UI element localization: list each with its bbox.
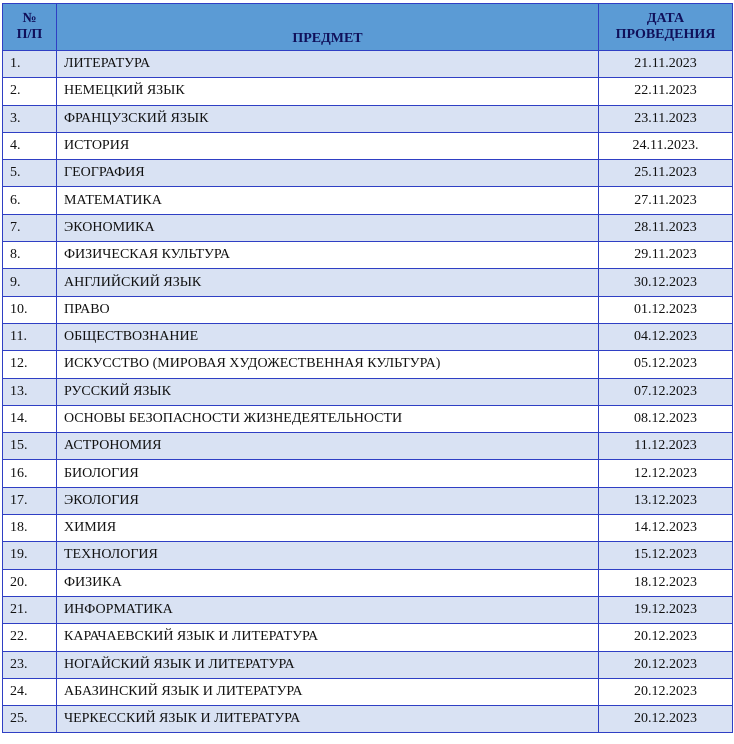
table-row	[3, 651, 733, 678]
row-number: 14.	[3, 405, 57, 432]
row-number: 19.	[3, 542, 57, 569]
table-row	[3, 487, 733, 514]
row-date: 22.11.2023	[599, 78, 733, 105]
row-date: 15.12.2023	[599, 542, 733, 569]
table-row	[3, 624, 733, 651]
table-row	[3, 160, 733, 187]
table-row	[3, 214, 733, 241]
table-row	[3, 269, 733, 296]
row-subject: ФРАНЦУЗСКИЙ ЯЗЫК	[57, 105, 599, 132]
row-number: 10.	[3, 296, 57, 323]
table-row	[3, 596, 733, 623]
schedule-table	[2, 3, 733, 733]
row-date: 04.12.2023	[599, 323, 733, 350]
table-row	[3, 242, 733, 269]
row-subject: ИНФОРМАТИКА	[57, 596, 599, 623]
row-subject: ГЕОГРАФИЯ	[57, 160, 599, 187]
row-subject: ПРАВО	[57, 296, 599, 323]
row-number: 1.	[3, 51, 57, 78]
row-date: 20.12.2023	[599, 706, 733, 733]
header-number	[3, 4, 57, 51]
row-number: 22.	[3, 624, 57, 651]
row-number: 3.	[3, 105, 57, 132]
row-date: 18.12.2023	[599, 569, 733, 596]
header-number-line1: №	[22, 11, 37, 26]
header-row	[3, 4, 733, 51]
table-row	[3, 51, 733, 78]
row-date: 13.12.2023	[599, 487, 733, 514]
row-date: 05.12.2023	[599, 351, 733, 378]
row-number: 8.	[3, 242, 57, 269]
row-number: 13.	[3, 378, 57, 405]
table-row	[3, 706, 733, 733]
header-date-line1: ДАТА	[646, 11, 685, 26]
table-row	[3, 678, 733, 705]
row-date: 14.12.2023	[599, 515, 733, 542]
row-number: 12.	[3, 351, 57, 378]
row-subject: ТЕХНОЛОГИЯ	[57, 542, 599, 569]
row-date: 29.11.2023	[599, 242, 733, 269]
table-row	[3, 187, 733, 214]
table-row	[3, 78, 733, 105]
row-subject: ЧЕРКЕССКИЙ ЯЗЫК И ЛИТЕРАТУРА	[57, 706, 599, 733]
row-number: 25.	[3, 706, 57, 733]
table-row	[3, 323, 733, 350]
table-row	[3, 378, 733, 405]
row-number: 17.	[3, 487, 57, 514]
row-number: 6.	[3, 187, 57, 214]
row-date: 01.12.2023	[599, 296, 733, 323]
row-subject: ИСТОРИЯ	[57, 132, 599, 159]
schedule-table-wrapper	[2, 3, 732, 733]
header-date	[599, 4, 733, 51]
row-subject: ОСНОВЫ БЕЗОПАСНОСТИ ЖИЗНЕДЕЯТЕЛЬНОСТИ	[57, 405, 599, 432]
header-date-line2: ПРОВЕДЕНИЯ	[615, 27, 716, 42]
row-number: 5.	[3, 160, 57, 187]
row-subject: ЛИТЕРАТУРА	[57, 51, 599, 78]
row-number: 15.	[3, 433, 57, 460]
row-subject: НОГАЙСКИЙ ЯЗЫК И ЛИТЕРАТУРА	[57, 651, 599, 678]
row-subject: РУССКИЙ ЯЗЫК	[57, 378, 599, 405]
row-subject: НЕМЕЦКИЙ ЯЗЫК	[57, 78, 599, 105]
table-row	[3, 542, 733, 569]
row-subject: ОБЩЕСТВОЗНАНИЕ	[57, 323, 599, 350]
row-subject: ФИЗИЧЕСКАЯ КУЛЬТУРА	[57, 242, 599, 269]
table-row	[3, 132, 733, 159]
table-row	[3, 296, 733, 323]
row-number: 9.	[3, 269, 57, 296]
header-number-line2: П/П	[16, 27, 43, 42]
row-date: 20.12.2023	[599, 651, 733, 678]
row-date: 20.12.2023	[599, 624, 733, 651]
row-date: 12.12.2023	[599, 460, 733, 487]
row-number: 21.	[3, 596, 57, 623]
row-date: 19.12.2023	[599, 596, 733, 623]
row-date: 21.11.2023	[599, 51, 733, 78]
row-number: 4.	[3, 132, 57, 159]
row-subject: ЭКОЛОГИЯ	[57, 487, 599, 514]
row-date: 30.12.2023	[599, 269, 733, 296]
row-date: 23.11.2023	[599, 105, 733, 132]
row-subject: ХИМИЯ	[57, 515, 599, 542]
table-row	[3, 460, 733, 487]
table-row	[3, 105, 733, 132]
table-row	[3, 569, 733, 596]
row-number: 23.	[3, 651, 57, 678]
row-number: 24.	[3, 678, 57, 705]
row-date: 08.12.2023	[599, 405, 733, 432]
row-date: 07.12.2023	[599, 378, 733, 405]
table-body	[3, 51, 733, 733]
row-subject: ФИЗИКА	[57, 569, 599, 596]
row-subject: ЭКОНОМИКА	[57, 214, 599, 241]
row-number: 16.	[3, 460, 57, 487]
row-number: 7.	[3, 214, 57, 241]
table-row	[3, 405, 733, 432]
row-date: 25.11.2023	[599, 160, 733, 187]
row-subject: МАТЕМАТИКА	[57, 187, 599, 214]
row-subject: АСТРОНОМИЯ	[57, 433, 599, 460]
row-date: 20.12.2023	[599, 678, 733, 705]
row-date: 24.11.2023.	[599, 132, 733, 159]
row-date: 11.12.2023	[599, 433, 733, 460]
row-subject: АНГЛИЙСКИЙ ЯЗЫК	[57, 269, 599, 296]
row-subject: ИСКУССТВО (МИРОВАЯ ХУДОЖЕСТВЕННАЯ КУЛЬТУРА)	[57, 351, 599, 378]
header-subject: ПРЕДМЕТ	[57, 4, 599, 51]
row-subject: КАРАЧАЕВСКИЙ ЯЗЫК И ЛИТЕРАТУРА	[57, 624, 599, 651]
row-date: 27.11.2023	[599, 187, 733, 214]
row-subject: АБАЗИНСКИЙ ЯЗЫК И ЛИТЕРАТУРА	[57, 678, 599, 705]
row-date: 28.11.2023	[599, 214, 733, 241]
row-number: 11.	[3, 323, 57, 350]
table-row	[3, 515, 733, 542]
table-row	[3, 433, 733, 460]
row-number: 18.	[3, 515, 57, 542]
row-number: 2.	[3, 78, 57, 105]
row-number: 20.	[3, 569, 57, 596]
table-header	[3, 4, 733, 51]
table-row	[3, 351, 733, 378]
row-subject: БИОЛОГИЯ	[57, 460, 599, 487]
